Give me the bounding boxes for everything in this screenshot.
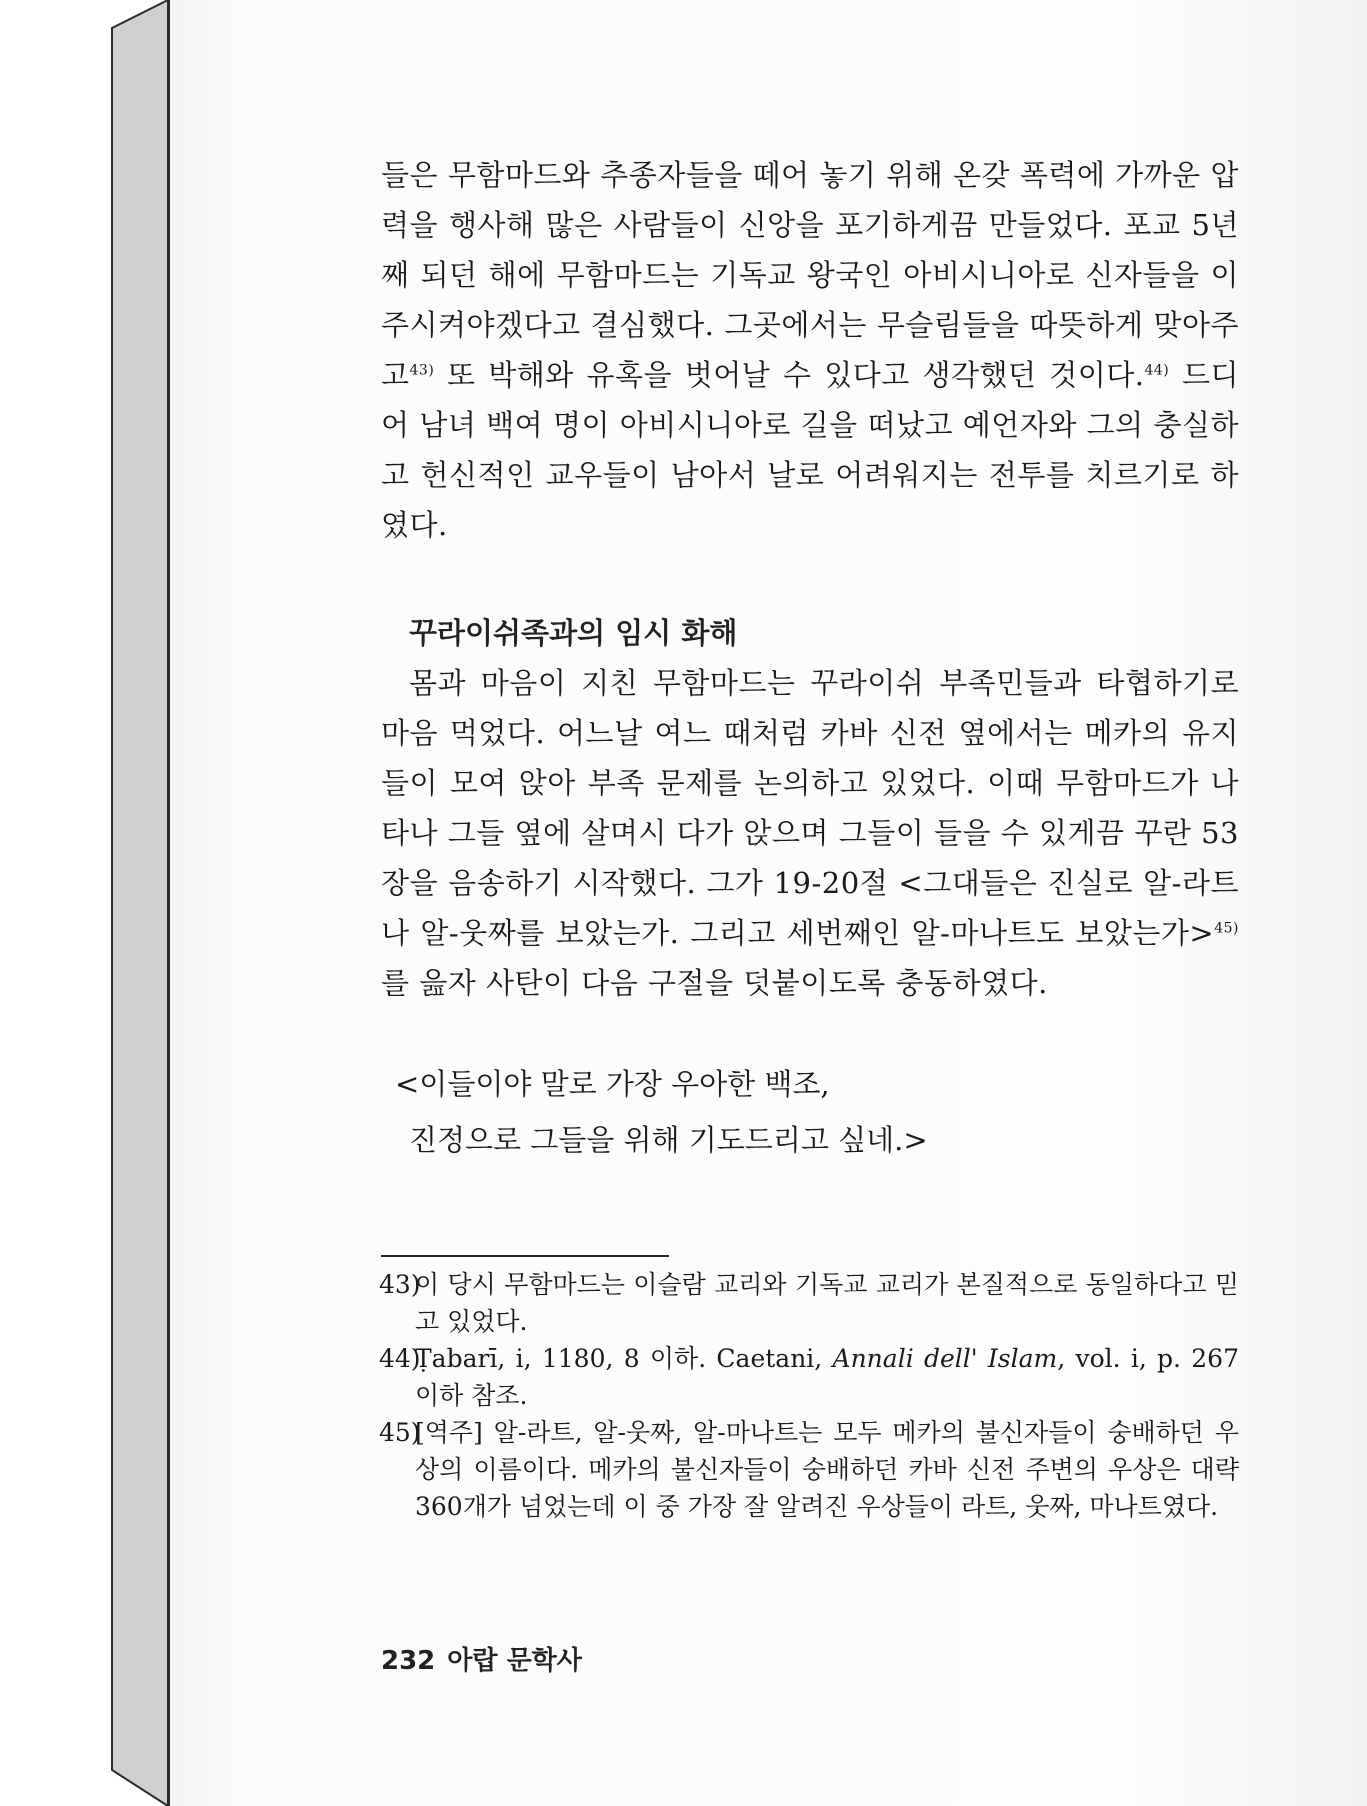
footnote-divider	[381, 1255, 669, 1257]
page-footer	[381, 1640, 582, 1677]
citation-title: Annali dell' Islam	[832, 1344, 1058, 1373]
running-title: 아랍 문학사	[447, 1646, 582, 1676]
page-content	[381, 150, 1239, 1168]
footnote-44: 44) Ṭabarī, i, 1180, 8 이하. Caetani, Annali dell' Islam, vol. i, p. 267 이하 참조.	[379, 1344, 1239, 1410]
footnote-ref-43[interactable]: 43)	[409, 362, 435, 379]
page-number: 232	[381, 1646, 436, 1676]
section-body	[381, 658, 1239, 1008]
footnote-ref-44[interactable]: 44)	[1144, 362, 1170, 379]
quote-line-2: 진정으로 그들을 위해 기도드리고 싶네.>	[409, 1123, 928, 1157]
footnote-ref-45[interactable]: 45)	[1214, 920, 1239, 937]
footnote-43: 43) 이 당시 무함마드는 이슬람 교리와 기독교 교리가 본질적으로 동일하다고 믿고 있었다.	[379, 1270, 1239, 1336]
paragraph-1: 들은 무함마드와 추종자들을 떼어 놓기 위해 온갖 폭력에 가까운 압력을 행사해 많은 사람들이 신앙을 포기하게끔 만들었다. 포교 5년째 되던 해에 무함마드는 기독교 왕국인 아비시니아로 신자들을 이주시켜야겠다고 결심했다. 그곳에서는 무슬림들을 따뜻하게 맞아주고$^{43)}$ 또 박해와 유혹을 벗어날 수 있다고 생각했던 것이다.$^{44)}$ 드디어 남녀 백여 명이 아비시니아로 길을 떠났고 예언자와 그의 충실하고 헌신적인 교우들이 남아서 날로 어려워지는 전투를 치르기로 하였다.	[381, 158, 1240, 542]
book-page	[168, 0, 1367, 1806]
body-text	[381, 150, 1239, 550]
footnotes	[381, 1266, 1239, 1525]
section-heading: 꾸라이쉬족과의 임시 화해	[409, 616, 738, 650]
paragraph-2: 몸과 마음이 지친 무함마드는 꾸라이쉬 부족민들과 타협하기로 마음 먹었다. 어느날 여느 때처럼 카바 신전 옆에서는 메카의 유지들이 모여 앉아 부족 문제를 논의하고 있었다. 이때 무함마드가 나타나 그들 옆에 살며시 다가 앉으며 그들이 들을 수 있게끔 꾸란 53장을 음송하기 시작했다. 그가 19-20절 <그대들은 진실로 알-라트나 알-웃짜를 보았는가. 그리고 세번째인 알-마나트도 보았는가>$^{45)}$를 읊자 사탄이 다음 구절을 덧붙이도록 충동하였다.	[381, 666, 1239, 1000]
verse-quote	[381, 1056, 1239, 1168]
quote-line-1: <이들이야 말로 가장 우아한 백조,	[395, 1067, 830, 1101]
footnote-45: 45) [역주] 알-라트, 알-웃짜, 알-마나트는 모두 메카의 불신자들이 숭배하던 우상의 이름이다. 메카의 불신자들이 숭배하던 카바 신전 주변의 우상은 대략 360개가 넘었는데 이 중 가장 잘 알려진 우상들이 라트, 웃짜, 마나트였다.	[379, 1418, 1239, 1521]
